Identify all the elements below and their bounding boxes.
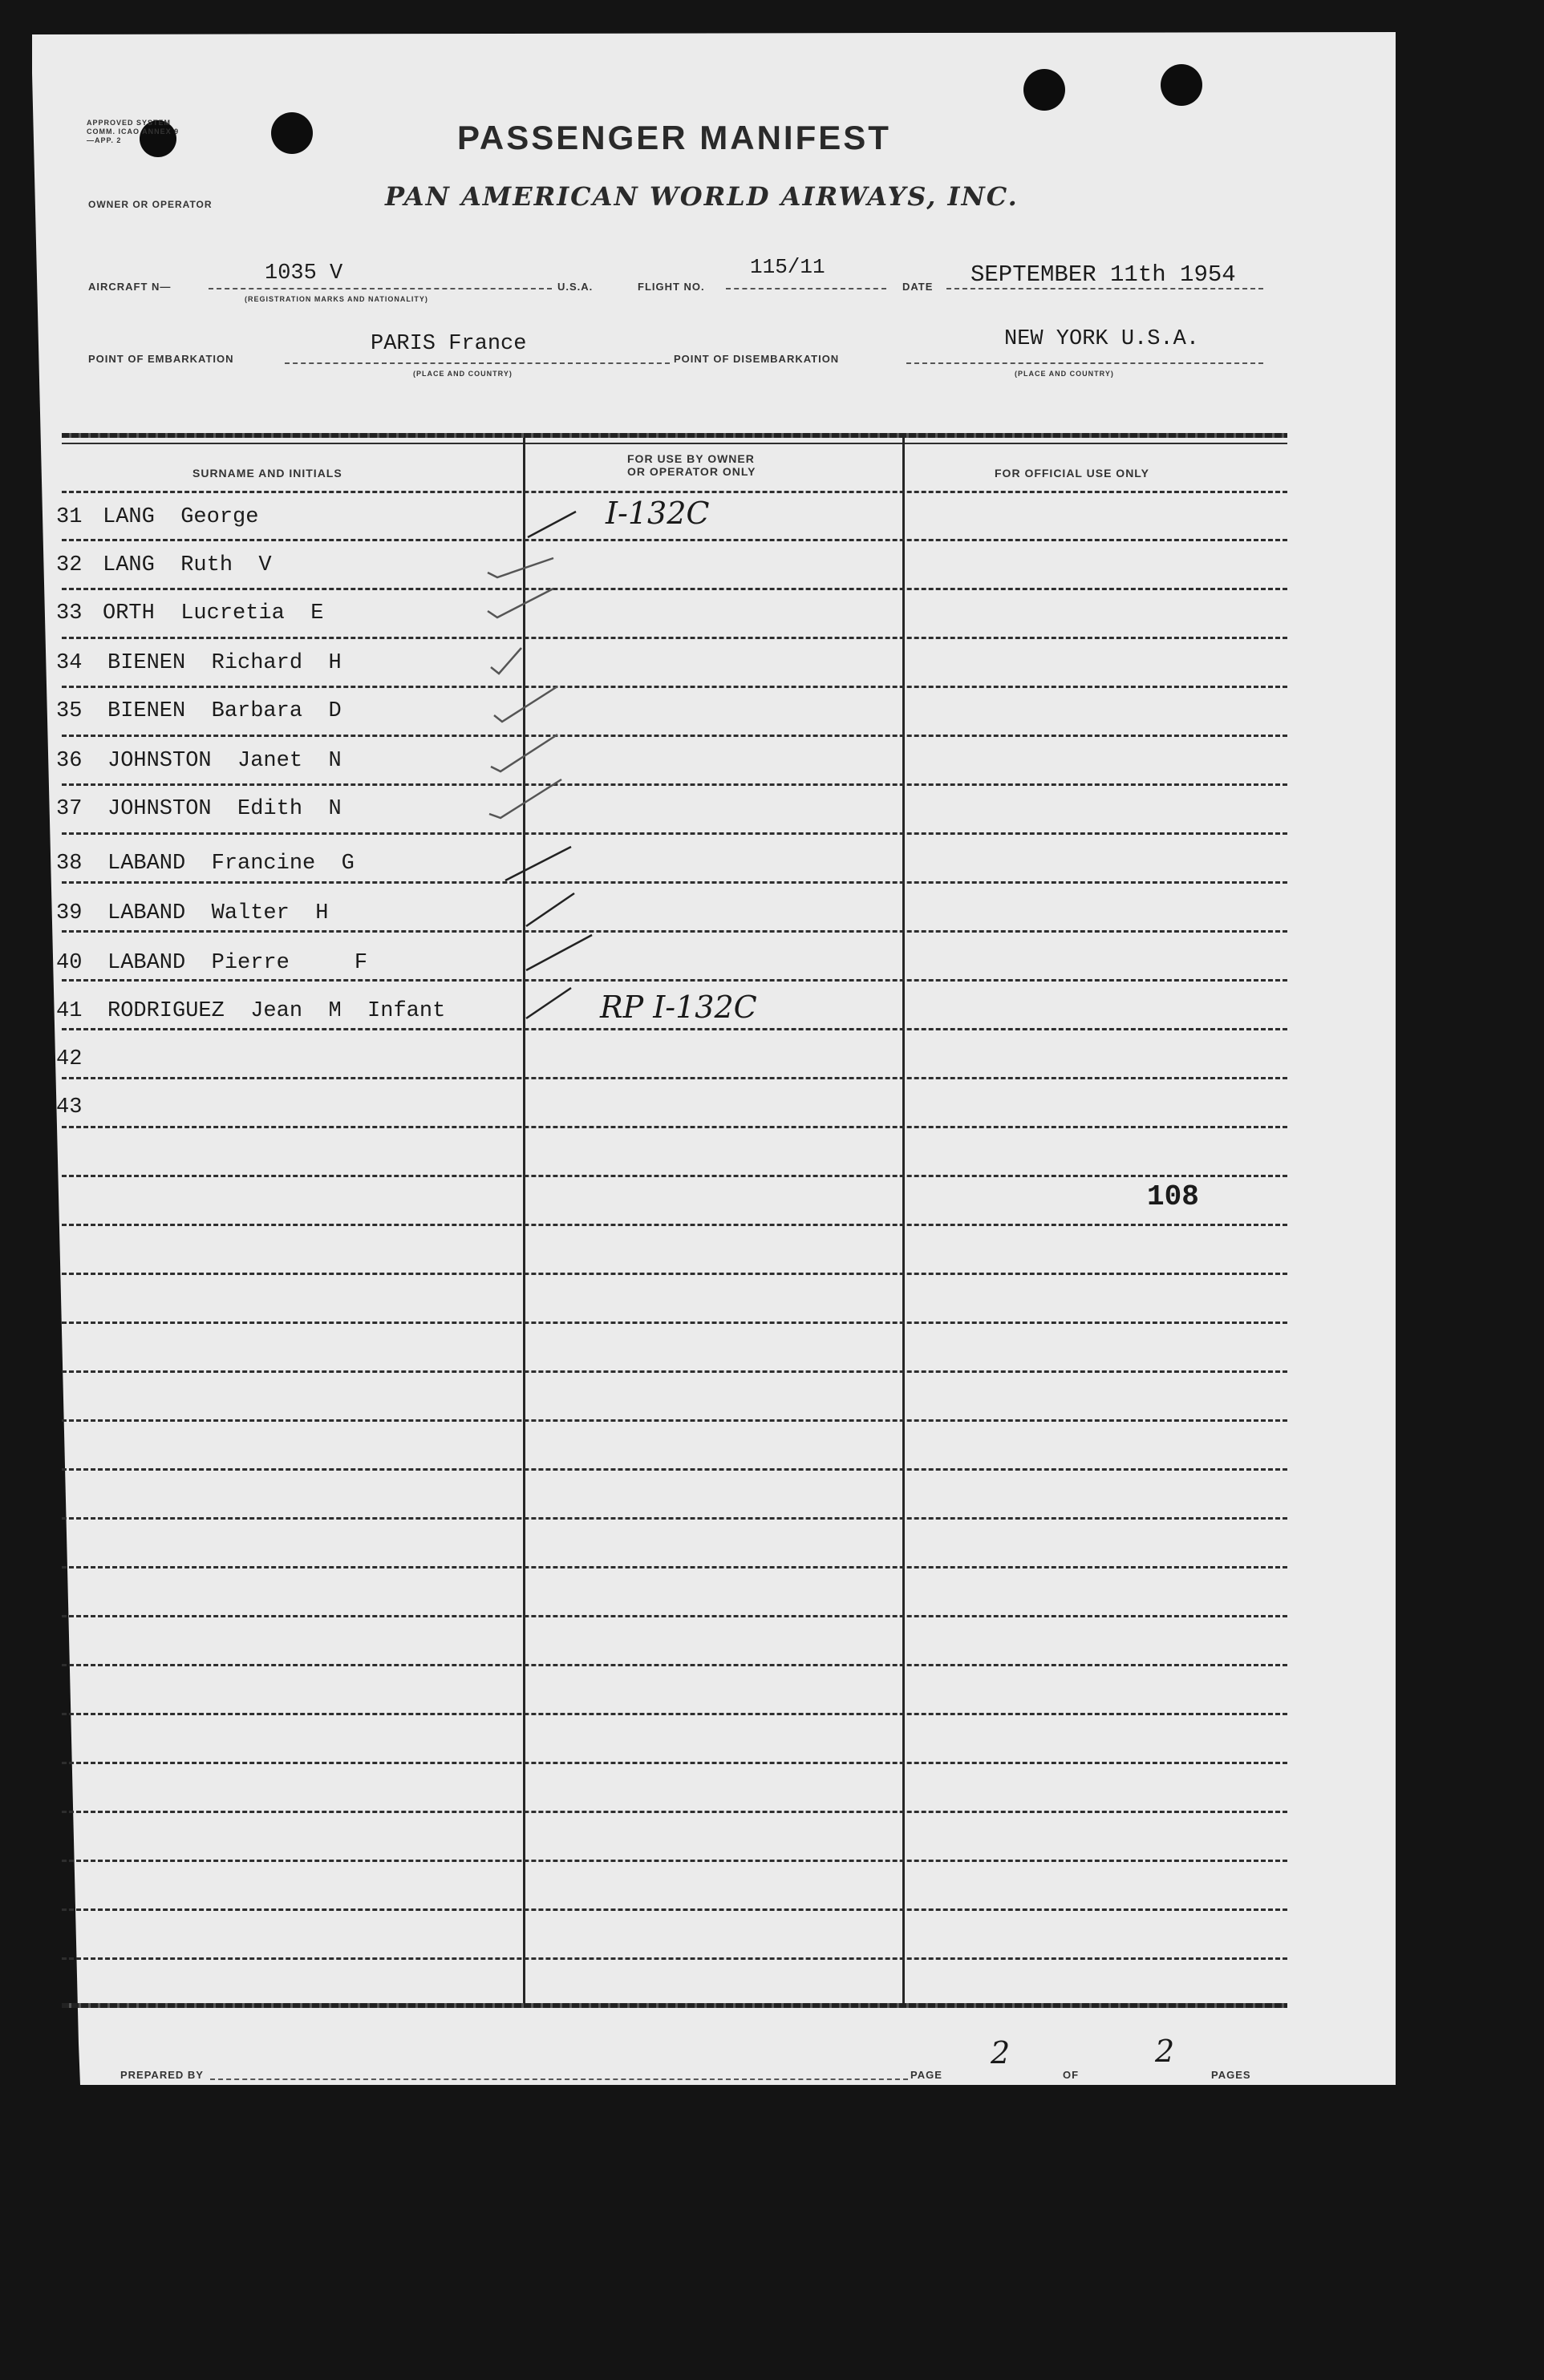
check-marks (465, 497, 610, 1042)
passenger-name: LABAND Walter H (107, 901, 329, 925)
table-row-rule (62, 735, 1287, 737)
passenger-name: JOHNSTON Janet N (107, 749, 342, 773)
table-row-rule (62, 1126, 1287, 1128)
passenger-name: BIENEN Barbara D (107, 699, 342, 723)
flight-value: 115/11 (750, 255, 825, 279)
table-row-rule (62, 1468, 1287, 1471)
passenger-name: RODRIGUEZ Jean M Infant (107, 999, 446, 1023)
embarkation-value: PARIS France (371, 332, 527, 356)
table-row-rule (62, 783, 1287, 786)
table-row-rule (62, 1517, 1287, 1520)
table-row-rule (62, 1860, 1287, 1862)
registration-caption: (REGISTRATION MARKS AND NATIONALITY) (245, 295, 428, 303)
column-divider (902, 438, 905, 2003)
table-row-rule (62, 1224, 1287, 1226)
check-mark-icon (526, 988, 571, 1018)
column-header-owner-1: FOR USE BY OWNER (627, 452, 755, 465)
passenger-name: BIENEN Richard H (107, 651, 342, 675)
check-mark-icon (526, 893, 574, 926)
check-mark-icon (489, 779, 561, 818)
place-caption: (PLACE AND COUNTRY) (1015, 370, 1114, 378)
operator-note: RP I-132C (600, 990, 757, 1025)
aircraft-label: AIRCRAFT N— (88, 281, 172, 293)
passenger-name: LABAND Pierre F (107, 951, 368, 975)
row-number: 32 (56, 553, 83, 577)
row-number: 34 (56, 651, 83, 675)
check-mark-icon (494, 686, 557, 722)
punch-hole (271, 112, 313, 154)
table-row-rule (62, 979, 1287, 982)
row-number: 36 (56, 749, 83, 773)
table-row-rule (62, 539, 1287, 541)
table-row-rule (62, 881, 1287, 884)
disembarkation-label: POINT OF DISEMBARKATION (674, 353, 840, 365)
page-label: PAGE (910, 2069, 942, 2081)
table-row-rule (62, 1957, 1287, 1960)
table-row-rule (62, 1028, 1287, 1030)
table-row-rule (62, 637, 1287, 639)
passenger-name: ORTH Lucretia E (103, 601, 324, 625)
passenger-name: JOHNSTON Edith N (107, 797, 342, 821)
operator-name: PAN AMERICAN WORLD AIRWAYS, INC. (385, 181, 1019, 212)
of-label: OF (1063, 2069, 1080, 2081)
row-number: 37 (56, 797, 83, 821)
pages-label: PAGES (1211, 2069, 1251, 2081)
punch-hole (1023, 69, 1065, 111)
table-row-rule (62, 1175, 1287, 1177)
row-number: 31 (56, 505, 83, 529)
disembarkation-underline (906, 362, 1263, 364)
place-caption: (PLACE AND COUNTRY) (413, 370, 513, 378)
table-row-rule (62, 1811, 1287, 1813)
passenger-name: LANG Ruth V (103, 553, 272, 577)
table-row-rule (62, 1566, 1287, 1568)
table-row-rule (62, 1908, 1287, 1911)
check-mark-icon (505, 847, 571, 880)
check-mark-icon (526, 935, 592, 970)
table-row-rule (62, 1664, 1287, 1666)
official-number: 108 (1147, 1180, 1199, 1213)
date-underline (946, 288, 1263, 289)
table-row-rule (62, 1615, 1287, 1617)
date-value: SEPTEMBER 11th 1954 (971, 261, 1236, 288)
date-label: DATE (902, 281, 934, 293)
row-number: 38 (56, 852, 83, 876)
row-number: 39 (56, 901, 83, 925)
row-number: 35 (56, 699, 83, 723)
prepared-underline (210, 2078, 908, 2080)
page-value: 2 (991, 2035, 1011, 2070)
table-bottom-rule (62, 2003, 1287, 2008)
usa-label: U.S.A. (557, 281, 594, 293)
row-number: 43 (56, 1095, 83, 1119)
table-row-rule (62, 1077, 1287, 1079)
column-header-official: FOR OFFICIAL USE ONLY (995, 467, 1149, 480)
prepared-label: PREPARED BY (120, 2069, 204, 2081)
column-header-surname: SURNAME AND INITIALS (192, 467, 342, 480)
table-row-rule (62, 588, 1287, 590)
embarkation-label: POINT OF EMBARKATION (88, 353, 234, 365)
check-mark-icon (488, 589, 553, 617)
page-title: PASSENGER MANIFEST (457, 119, 891, 156)
table-row-rule (62, 930, 1287, 933)
table-top-rule-secondary (62, 443, 1287, 444)
table-top-rule (62, 433, 1287, 438)
row-number: 33 (56, 601, 83, 625)
table-row-rule (62, 1762, 1287, 1764)
column-header-owner-2: OR OPERATOR ONLY (627, 465, 756, 478)
check-mark-icon (491, 735, 557, 771)
owner-label: OWNER OR OPERATOR (88, 199, 213, 210)
operator-note: I-132C (606, 496, 710, 531)
row-number: 40 (56, 951, 83, 975)
table-row-rule (62, 1273, 1287, 1275)
passenger-name: LABAND Francine G (107, 852, 355, 876)
flight-underline (726, 288, 886, 289)
punch-hole (1161, 64, 1202, 106)
check-mark-icon (491, 648, 521, 674)
check-mark-icon (528, 512, 576, 537)
aircraft-underline (209, 288, 552, 289)
table-row-rule (62, 1322, 1287, 1324)
disembarkation-value: NEW YORK U.S.A. (1004, 327, 1200, 351)
of-value: 2 (1155, 2034, 1175, 2069)
embarkation-underline (285, 362, 670, 364)
flight-label: FLIGHT NO. (638, 281, 705, 293)
table-row-rule (62, 832, 1287, 835)
table-row-rule (62, 1419, 1287, 1422)
row-number: 41 (56, 999, 83, 1023)
table-row-rule (62, 1713, 1287, 1715)
table-row-rule (62, 1370, 1287, 1373)
row-number: 42 (56, 1047, 83, 1071)
check-mark-icon (488, 558, 553, 577)
passenger-name: LANG George (103, 505, 259, 529)
approval-stamp: APPROVED SYSTEM COMM. ICAO ANNEX 9—APP. 2 (87, 119, 180, 144)
table-row-rule (62, 491, 1287, 493)
aircraft-value: 1035 V (265, 261, 343, 285)
table-row-rule (62, 686, 1287, 688)
